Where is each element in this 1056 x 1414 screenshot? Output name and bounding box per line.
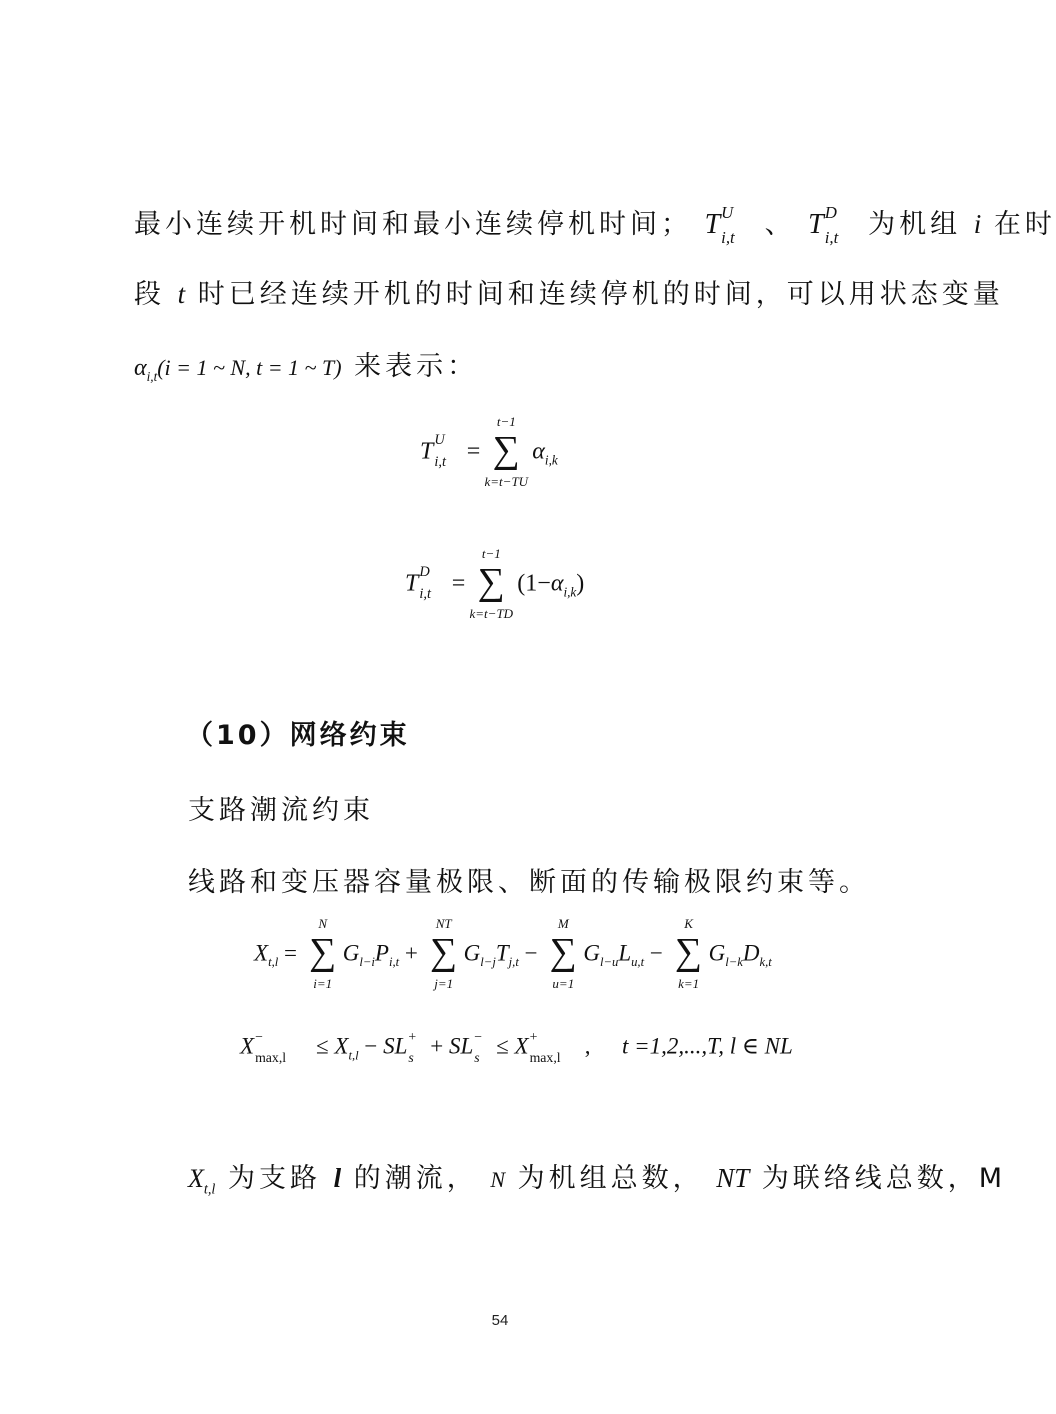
equation-T-U: T U i,t = t−1 ∑ k=t−TU $\alpha_{i,k}$ bbox=[420, 414, 558, 489]
page-number: 54 bbox=[491, 1312, 509, 1329]
summation-sign: N ∑ i=1 bbox=[309, 916, 337, 991]
paragraph-line-3 bbox=[134, 344, 478, 385]
summation-sign: NT ∑ j=1 bbox=[430, 916, 458, 991]
text-segment: 最小连续开机时间和最小连续停机时间； bbox=[134, 209, 692, 240]
math-T-U: T U i,t bbox=[704, 202, 735, 248]
math-alpha-it: $\alpha_{i,t}$ bbox=[134, 355, 158, 384]
text-segment: 为机组 bbox=[868, 209, 962, 240]
section-heading: （10）网络约束 bbox=[186, 720, 410, 751]
text-segment: 在时 bbox=[993, 209, 1056, 240]
separator: 、 bbox=[764, 209, 796, 240]
summation-sign: K ∑ k=1 bbox=[675, 916, 703, 991]
paragraph-line-1 bbox=[134, 202, 1056, 249]
paragraph-line-2 bbox=[134, 272, 1004, 311]
text-segment: 段 bbox=[134, 279, 165, 310]
summation-sign: M ∑ u=1 bbox=[549, 916, 577, 991]
paragraph-variables: $X_{t,l}$ 为支路 l 的潮流， N 为机组总数， NT 为联络线总数，M bbox=[188, 1163, 1007, 1198]
equation-T-D: T D i,t = t−1 ∑ k=t−TD $(1-\alpha_{i,k})$ bbox=[405, 546, 585, 621]
equation-flow-limits: X − max,l ≤ $X_{t,l}$ − SL + s + SL − s ≤ X + max,l , t =1,2,...,T, l ∈ NL bbox=[240, 1028, 793, 1066]
summation-sign: t−1 ∑ k=t−TU bbox=[484, 414, 529, 489]
text-segment: 时已经连续开机的时间和连续停机的时间，可以用状态变量 bbox=[197, 279, 1004, 310]
section-description: 线路和变压器容量极限、断面的传输极限约束等。 bbox=[188, 867, 870, 898]
math-range-expr: (i = 1 ~ N, t = 1 ~ T) bbox=[157, 355, 342, 380]
math-X-tl: $X_{t,l}$ bbox=[188, 1164, 216, 1198]
math-T-D: T D i,t bbox=[808, 202, 839, 248]
math-var-t: t bbox=[177, 279, 186, 309]
math-var-i: i bbox=[973, 209, 982, 239]
equation-branch-flow: $X_{t,l}$ = N ∑ i=1 $G_{l-i}P_{i,t}$ + NT ∑ j=1 $G_{l-j}T_{j,t}$ − M ∑ u=1 $G_{l-u}L_{u,t}$ − K ∑ k=1 $G_{l-k}D_{k,t}$ bbox=[254, 916, 772, 991]
summation-sign: t−1 ∑ k=t−TD bbox=[469, 546, 514, 621]
section-subheading: 支路潮流约束 bbox=[188, 795, 374, 826]
text-segment: 来表示： bbox=[354, 351, 479, 382]
